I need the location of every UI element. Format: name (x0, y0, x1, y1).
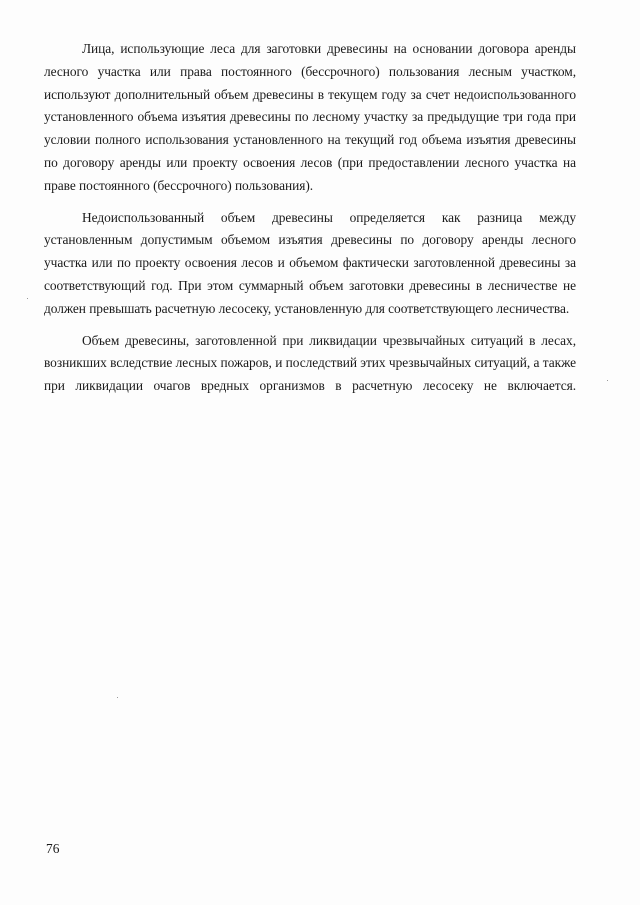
body-text (44, 38, 576, 407)
scan-speck (607, 380, 608, 381)
scan-speck (117, 697, 118, 698)
scan-speck (27, 298, 28, 299)
paragraph-2: Недоиспользованный объем древесины определяется как разница между установленным допустимым объемом изъятия древесины по договору аренды лесного участка или по проекту освоения лесов и объемом фактически заготовленной древесины за соответствующий год. При этом суммарный объем заготовки древесины в лесничестве не должен превышать расчетную лесосеку, установленную для соответствующего лесничества. (44, 209, 576, 316)
page-number: 76 (46, 841, 60, 856)
paragraph-3: Объем древесины, заготовленной при ликвидации чрезвычайных ситуаций в лесах, возникших вследствие лесных пожаров, и последствий этих чрезвычайных ситуаций, а также при ликвидации очагов вредных организмов в расчетную лесосеку не включается. (44, 332, 576, 394)
paragraph-1: Лица, использующие леса для заготовки древесины на основании договора аренды лесного участка или права постоянного (бессрочного) пользования лесным участком, используют дополнительный объем древесины в текущем году за счет недоиспользованного установленного объема изъятия древесины по лесному участку за предыдущие три года при условии полного использования установленного на текущий год объема изъятия древесины по договору аренды или проекту освоения лесов (при предоставлении лесного участка на праве постоянного (бессрочного) пользования). (44, 41, 576, 193)
